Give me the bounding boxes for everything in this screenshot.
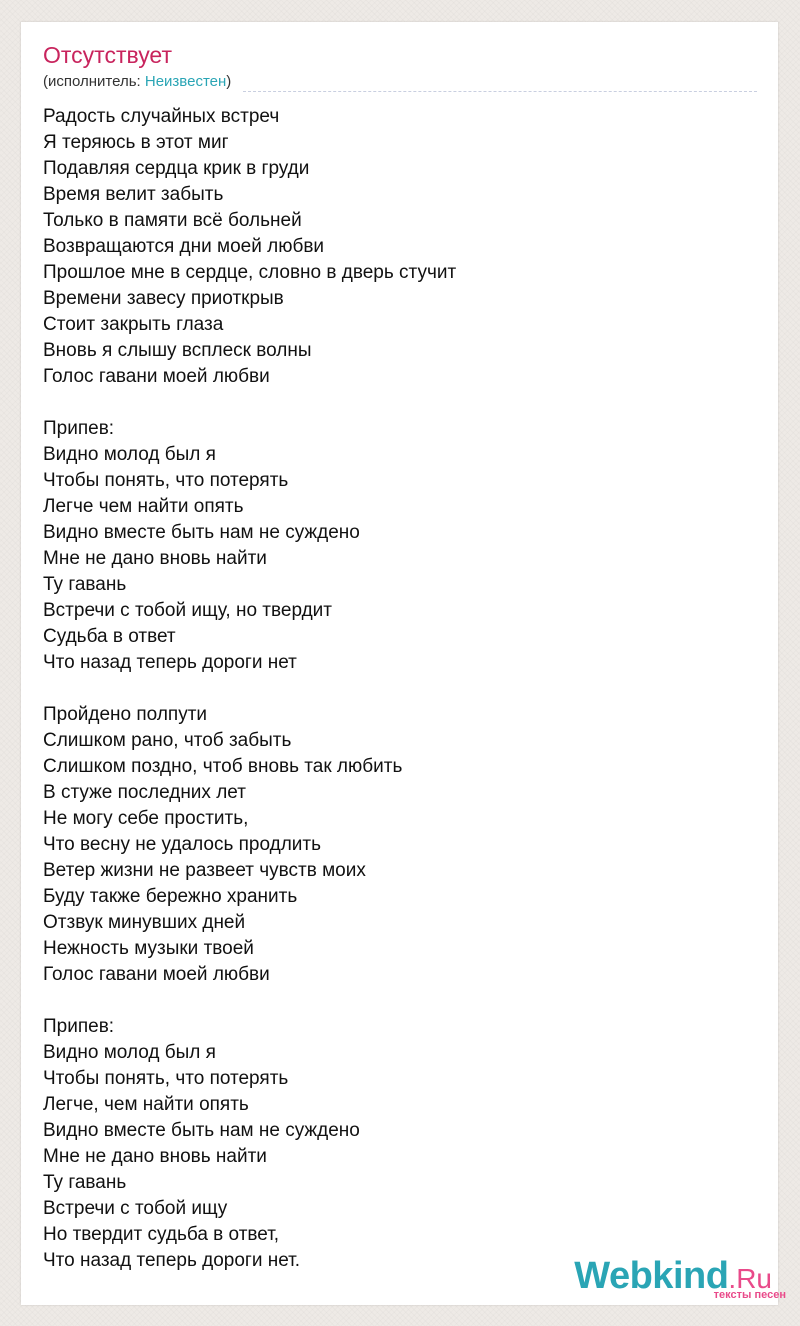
lyric-line: Судьба в ответ (43, 626, 176, 647)
artist-prefix: (исполнитель: (43, 73, 145, 90)
lyric-line: Легче, чем найти опять (43, 1094, 249, 1115)
lyric-line: Ту гавань (43, 574, 127, 595)
lyric-line: Что назад теперь дороги нет. (43, 1250, 301, 1271)
lyric-line: Что назад теперь дороги нет (43, 652, 297, 673)
lyric-line: Встречи с тобой ищу (43, 1198, 228, 1219)
lyric-line: Припев: (43, 418, 115, 439)
lyric-line: Нежность музыки твоей (43, 938, 254, 959)
lyric-line: Буду также бережно хранить (43, 886, 298, 907)
logo-suffix-text: .Ru (728, 1263, 772, 1294)
lyric-line: Мне не дано вновь найти (43, 548, 267, 569)
lyric-line: Прошлое мне в сердце, словно в дверь стучит (43, 262, 457, 283)
lyric-line: Ту гавань (43, 1172, 127, 1193)
lyric-line: Что весну не удалось продлить (43, 834, 322, 855)
lyric-line: В стуже последних лет (43, 782, 246, 803)
lyric-line: Встречи с тобой ищу, но твердит (43, 600, 332, 621)
lyric-line: Но твердит судьба в ответ, (43, 1224, 280, 1245)
lyric-line: Пройдено полпути (43, 704, 208, 725)
lyric-line: Слишком рано, чтоб забыть (43, 730, 292, 751)
logo-main-text: Webkind (574, 1255, 729, 1297)
artist-line (43, 72, 231, 91)
lyric-line: Радость случайных встреч (43, 106, 280, 127)
lyric-stanza-break (43, 390, 743, 416)
lyric-line: Только в памяти всё больней (43, 210, 302, 231)
lyric-line: Времени завесу приоткрыв (43, 288, 284, 309)
lyric-line: Мне не дано вновь найти (43, 1146, 267, 1167)
lyric-line: Видно молод был я (43, 1042, 216, 1063)
lyric-line: Голос гавани моей любви (43, 964, 270, 985)
lyric-line: Подавляя сердца крик в груди (43, 158, 310, 179)
lyric-line: Возвращаются дни моей любви (43, 236, 325, 257)
lyric-line: Чтобы понять, что потерять (43, 1068, 289, 1089)
lyric-line: Видно молод был я (43, 444, 216, 465)
lyric-line: Голос гавани моей любви (43, 366, 270, 387)
song-title: Отсутствует (43, 42, 172, 68)
lyric-line: Ветер жизни не развеет чувств моих (43, 860, 366, 881)
lyric-line: Легче чем найти опять (43, 496, 244, 517)
lyric-line: Отзвук минувших дней (43, 912, 246, 933)
lyric-line: Время велит забыть (43, 184, 224, 205)
logo-tagline: тексты песен (713, 1289, 786, 1301)
lyric-line: Видно вместе быть нам не суждено (43, 1120, 360, 1141)
lyric-stanza-break (43, 988, 743, 1014)
lyric-line: Слишком поздно, чтоб вновь так любить (43, 756, 403, 777)
artist-suffix: ) (226, 73, 232, 90)
lyric-line: Не могу себе простить, (43, 808, 249, 829)
lyric-line: Чтобы понять, что потерять (43, 470, 289, 491)
lyrics-body (43, 104, 743, 1274)
title-divider (243, 91, 757, 92)
lyric-line: Видно вместе быть нам не суждено (43, 522, 360, 543)
lyric-stanza-break (43, 676, 743, 702)
artist-link[interactable]: Неизвестен (144, 73, 227, 90)
lyric-line: Стоит закрыть глаза (43, 314, 224, 335)
lyric-line: Припев: (43, 1016, 115, 1037)
lyric-line: Я теряюсь в этот миг (43, 132, 229, 153)
lyric-line: Вновь я слышу всплеск волны (43, 340, 312, 361)
